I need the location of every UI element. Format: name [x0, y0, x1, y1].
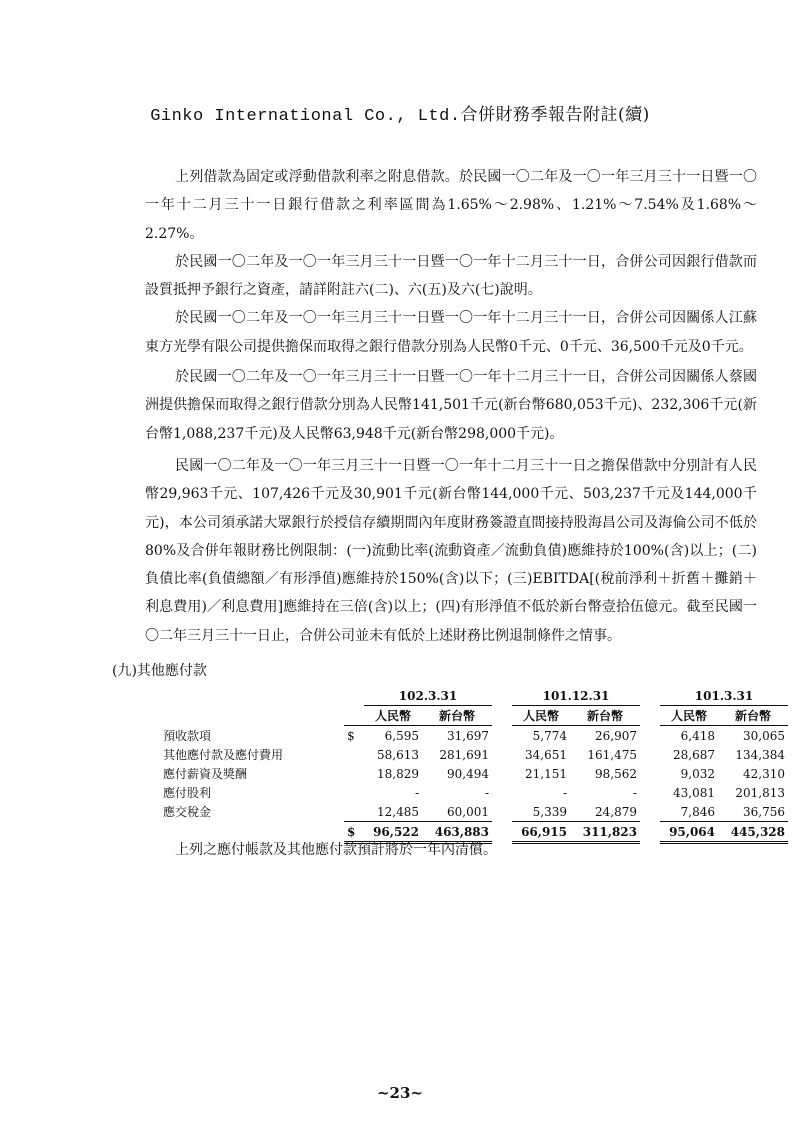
- cell-value: 28,687: [673, 747, 715, 762]
- cell-value: -: [484, 785, 489, 800]
- cell-value: 31,697: [447, 728, 489, 743]
- page-number: ~23~: [376, 1084, 423, 1102]
- table-row: [160, 802, 788, 822]
- other-payables-table: [160, 686, 788, 844]
- cell-value: 90,494: [447, 766, 489, 781]
- currency-header: 新台幣: [570, 706, 640, 726]
- row-label: 應付股利: [163, 786, 212, 800]
- row-label: 應交稅金: [163, 805, 212, 820]
- currency-header: 人民幣: [364, 706, 422, 726]
- body-text: [145, 163, 757, 650]
- period-header-row: [160, 686, 788, 706]
- paragraph-covenants: 民國一〇二年及一〇一年三月三十一日暨一〇一年十二月三十一日之擔保借款中分別計有人民幣29,963千元、107,426千元及30,901千元(新台幣144,000千元、503,237千元及144,000千元)，本公司須承諾大眾銀行於授信存續期間內年度財務簽證直間接持股海昌公司及海倫公司不低於80%及合併年報財務比例限制：(一)流動比率(流動資產／流動負債)應維持於100%(含)以上；(二)負債比率(負債總額／有形淨值)應維持於150%(含)以下；(三)EBITDA[(稅前淨利＋折舊＋攤銷＋利息費用)／利息費用]應維持在三倍(含)以上；(四)有形淨值不低於新台幣壹拾伍億元。截至民國一〇二年三月三十一日止，合併公司並未有低於上述財務比例退制條件之情事。: [145, 457, 757, 644]
- cell-value: -: [632, 785, 637, 800]
- cell-value: 43,081: [673, 785, 715, 800]
- cell-value: 201,813: [735, 785, 785, 800]
- repayment-note: 上列之應付帳款及其他應付款預計將於一年內清償。: [175, 842, 497, 858]
- table-row: [160, 764, 788, 783]
- cell-value: -: [414, 785, 419, 800]
- currency-symbol: $: [344, 822, 364, 843]
- currency-header: 人民幣: [660, 706, 718, 726]
- currency-header-row: [160, 706, 788, 726]
- table-row: [160, 726, 788, 746]
- cell-value: 42,310: [743, 766, 785, 781]
- cell-value: 60,001: [422, 802, 492, 822]
- header-suffix: 合併財務季報告附註(續): [460, 105, 650, 125]
- cell-value: 134,384: [735, 747, 785, 762]
- total-value: 311,823: [570, 822, 640, 843]
- total-value: 95,064: [660, 822, 718, 843]
- section-title: (九)其他應付款: [112, 663, 207, 679]
- cell-value: 9,032: [680, 766, 715, 781]
- cell-value: 24,879: [570, 802, 640, 822]
- paragraph-pledged-assets: 於民國一〇二年及一〇一年三月三十一日暨一〇一年十二月三十一日，合併公司因銀行借款而設質抵押予銀行之資產，請詳附註六(二)、六(五)及六(七)說明。: [145, 253, 757, 299]
- cell-value: 6,595: [384, 728, 419, 743]
- currency-symbol: $: [347, 728, 355, 743]
- total-value: 463,883: [422, 822, 492, 843]
- row-label: 預收款項: [163, 728, 212, 743]
- cell-value: 281,691: [439, 747, 489, 762]
- currency-header: 人民幣: [512, 706, 570, 726]
- row-label: 應付薪資及獎酬: [163, 767, 248, 781]
- cell-value: 18,829: [377, 766, 419, 781]
- page-header: [0, 100, 800, 126]
- paragraph-related-party-guarantee-2: 於民國一〇二年及一〇一年三月三十一日暨一〇一年十二月三十一日，合併公司因關係人蔡國洲提供擔保而取得之銀行借款分別為人民幣141,501千元(新台幣680,053千元)、232,306千元(新台幣1,088,237千元)及人民幣63,948千元(新台幣298,000千元)。: [145, 369, 757, 442]
- period-header: 101.3.31: [660, 686, 788, 706]
- cell-value: -: [562, 785, 567, 800]
- row-label: 其他應付款及應付費用: [163, 748, 284, 762]
- total-value: 66,915: [512, 822, 570, 843]
- table-row: [160, 783, 788, 802]
- table-row: [160, 745, 788, 764]
- cell-value: 98,562: [595, 766, 637, 781]
- paragraph-interest-rates: 上列借款為固定或浮動借款利率之附息借款。於民國一〇二年及一〇一年三月三十一日暨一〇一年十二月三十一日銀行借款之利率區間為1.65%～2.98%、1.21%～7.54%及1.68%～2.27%。: [145, 169, 757, 242]
- cell-value: 26,907: [595, 728, 637, 743]
- cell-value: 21,151: [525, 766, 567, 781]
- total-value: 445,328: [718, 822, 788, 843]
- currency-header: 新台幣: [422, 706, 492, 726]
- currency-header: 新台幣: [718, 706, 788, 726]
- cell-value: 5,774: [532, 728, 567, 743]
- cell-value: 58,613: [377, 747, 419, 762]
- cell-value: 36,756: [718, 802, 788, 822]
- cell-value: 6,418: [680, 728, 715, 743]
- cell-value: 30,065: [743, 728, 785, 743]
- company-name: Ginko International Co., Ltd.: [150, 107, 461, 126]
- cell-value: 12,485: [364, 802, 422, 822]
- cell-value: 161,475: [587, 747, 637, 762]
- cell-value: 7,846: [660, 802, 718, 822]
- period-header: 102.3.31: [364, 686, 492, 706]
- period-header: 101.12.31: [512, 686, 640, 706]
- paragraph-related-party-guarantee-1: 於民國一〇二年及一〇一年三月三十一日暨一〇一年十二月三十一日，合併公司因關係人江蘇東方光學有限公司提供擔保而取得之銀行借款分別為人民幣0千元、0千元、36,500千元及0千元。: [145, 310, 757, 355]
- cell-value: 5,339: [512, 802, 570, 822]
- total-value: 96,522: [364, 822, 422, 843]
- cell-value: 34,651: [525, 747, 567, 762]
